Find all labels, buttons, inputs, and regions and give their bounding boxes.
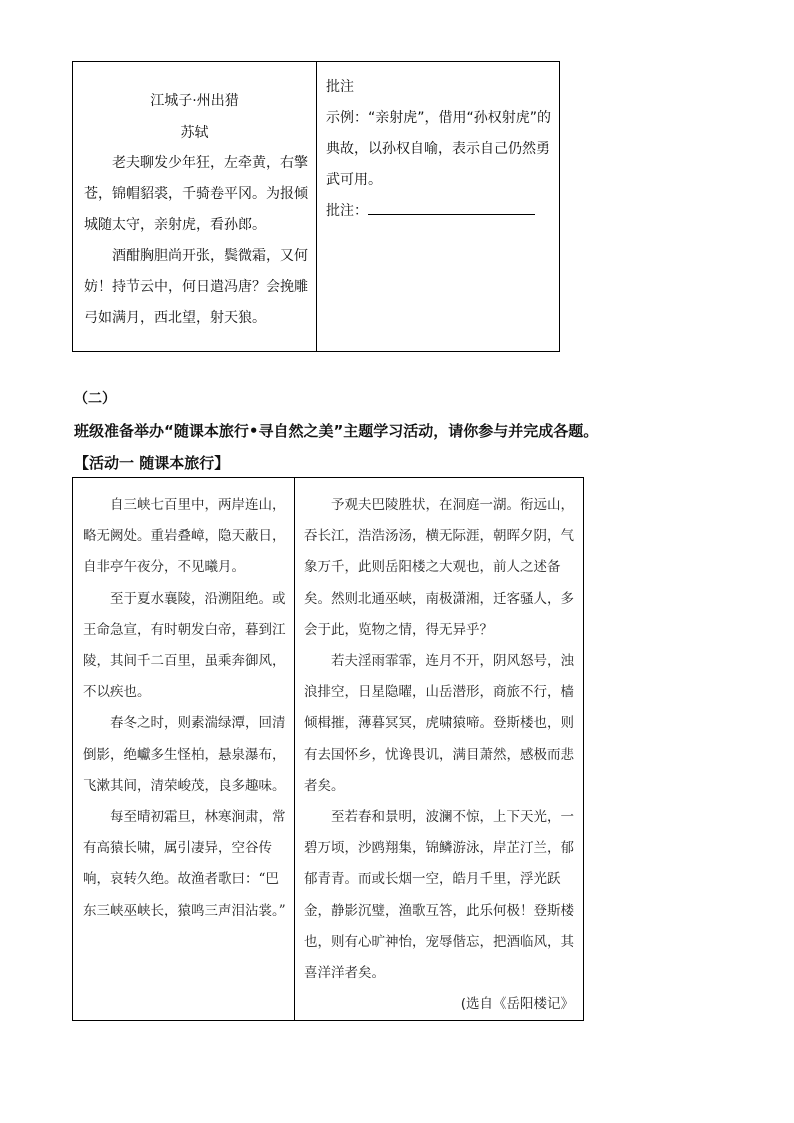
poem-annotation-table [72,61,560,352]
yueyang-tower-text [304,490,576,1020]
annotation-heading: 批注 [326,79,354,95]
text-paragraph: 每至晴初霜旦，林寒涧肃，常有高猿长啸，属引凄异，空谷传响，哀转久绝。故渔者歌曰：“巴东三峡巫峡长，猿鸣三声泪沾裳。” [83,809,286,919]
poem-author: 苏轼 [180,125,209,141]
text-paragraph: 至若春和景明，波澜不惊，上下天光，一碧万顷，沙鸥翔集，锦鳞游泳，岸芷汀兰，郁郁青青。而或长烟一空，皓月千里，浮光跃金，静影沉璧，渔歌互答，此乐何极！登斯楼也，则有心旷神怡，宠辱偕忘，把酒临风，其喜洋洋者矣。 [304,809,574,982]
annotation-label: 批注： [326,203,368,219]
section-number: （二） [74,391,116,407]
reading-texts-table [72,477,584,1021]
text-paragraph: 至于夏水襄陵，沿溯阻绝。或王命急宣，有时朝发白帝，暮到江陵，其间千二百里，虽乘奔御风，不以疾也。 [83,590,286,701]
text-paragraph: 自三峡七百里中，两岸连山，略无阙处。重岩叠嶂，隐天蔽日，自非亭午夜分，不见曦月。 [83,497,286,576]
annotation-answer-row [326,196,554,227]
poem-stanza-2: 酒酣胸胆尚开张，鬓微霜，又何妨！持节云中，何日遣冯唐？会挽雕弓如满月，西北望，射天狼。 [84,248,308,326]
activity-heading: 【活动一 随课本旅行】 [74,454,230,472]
table-divider [294,478,295,1020]
annotation-answer-blank[interactable] [368,200,535,215]
poem-stanza-1: 老夫聊发少年狂，左牵黄，右擎苍，锦帽貂裘，千骑卷平冈。为报倾城随太守，亲射虎，看孙郎。 [84,155,308,233]
annotation-example: 示例：“亲射虎”，借用“孙权射虎”的典故，以孙权自喻，表示自己仍然勇武可用。 [326,110,552,188]
three-gorges-text [83,490,287,927]
table-divider [316,62,317,351]
text-paragraph: 予观夫巴陵胜状，在洞庭一湖。衔远山，吞长江，浩浩汤汤，横无际涯，朝晖夕阴，气象万千，此则岳阳楼之大观也，前人之述备矣。然则北通巫峡，南极潇湘，迁客骚人，多会于此，览物之情，得无异乎？ [304,497,574,638]
text-source: (选自《岳阳楼记》 [460,996,574,1013]
poem-cell [73,62,316,351]
text-paragraph: 若夫淫雨霏霏，连月不开，阴风怒号，浊浪排空，日星隐曜，山岳潜形，商旅不行，樯倾楫摧，薄暮冥冥，虎啸猿啼。登斯楼也，则有去国怀乡，忧谗畏讥，满目萧然，感极而悲者矣。 [304,653,574,794]
section-intro: 班级准备举办“随课本旅行•寻自然之美”主题学习活动，请你参与并完成各题。 [74,422,599,440]
poem-title: 江城子·州出猎 [150,93,239,109]
text-paragraph: 春冬之时，则素湍绿潭，回清倒影，绝巘多生怪柏，悬泉瀑布，飞漱其间，清荣峻茂，良多趣味。 [83,715,286,794]
annotation-cell [326,72,554,227]
